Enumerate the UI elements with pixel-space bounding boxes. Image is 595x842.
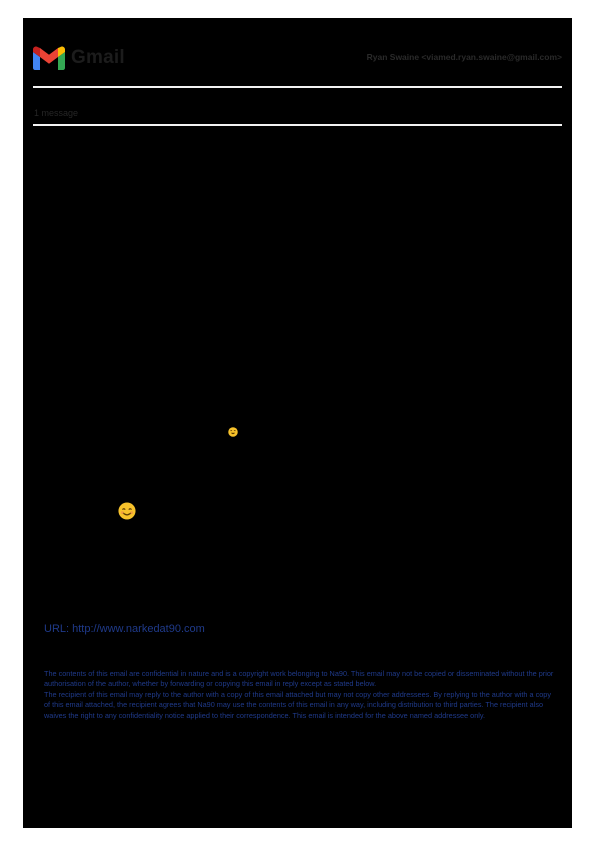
sender-address: Ryan Swaine <viamed.ryan.swaine@gmail.com> (366, 52, 562, 62)
gmail-logo (33, 44, 138, 72)
confidentiality-disclaimer (44, 669, 554, 721)
url-label: URL: (44, 623, 73, 635)
gmail-m-icon (33, 46, 65, 70)
header-divider (33, 86, 562, 88)
gmail-wordmark: Gmail (71, 47, 125, 68)
url-line (44, 623, 205, 635)
disclaimer-paragraph-copyright: The contents of this email are confidential in nature and is a copyright work belonging to Na90. This email may not be copied or disseminated without the prior authorisation of the author, whether by forwarding or copying this email in reply except as stated below. (44, 669, 554, 689)
smiling-face-icon (228, 427, 238, 437)
message-count: 1 message (34, 108, 79, 118)
website-link[interactable]: http://www.narkedat90.com (72, 623, 205, 635)
disclaimer-paragraph-reply: The recipient of this email may reply to the author with a copy of this email attached but may not copy other addressees. By replying to the author with a copy of this email attached, the recipient agrees that Na90 may use the contents of this email in any way, including distribution to third parties. The recipient also waives the right to any confidentiality notice applied to their correspondence. This email is intended for the above named addressee only. (44, 689, 551, 720)
thread-divider (33, 124, 562, 126)
email-print-page (23, 18, 572, 828)
smiling-face-icon (118, 502, 136, 520)
